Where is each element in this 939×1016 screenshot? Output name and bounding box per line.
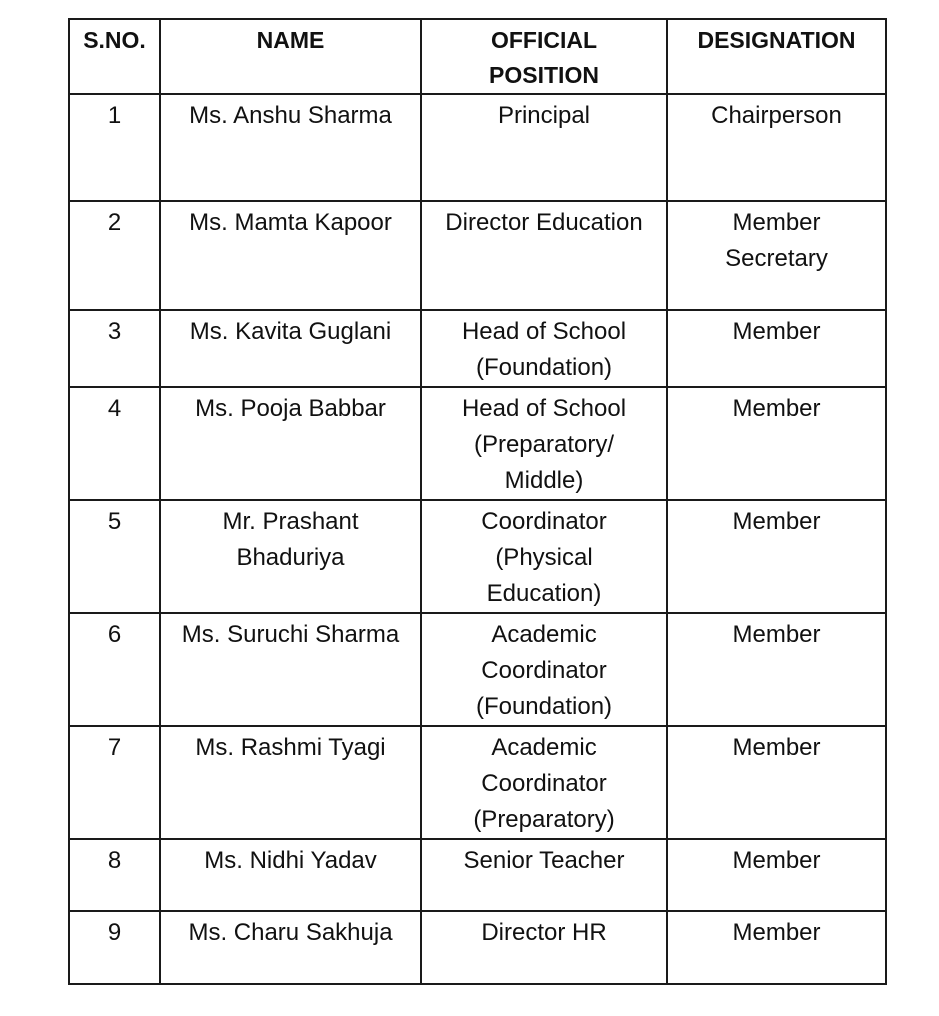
cell-name: Ms. Anshu Sharma xyxy=(160,94,421,201)
cell-sno: 1 xyxy=(69,94,160,201)
cell-sno: 3 xyxy=(69,310,160,387)
table-row xyxy=(69,94,886,201)
cell-name: Ms. Nidhi Yadav xyxy=(160,839,421,911)
cell-sno: 4 xyxy=(69,387,160,500)
committee-members-table xyxy=(68,18,887,985)
header-sno: S.NO. xyxy=(69,19,160,94)
cell-name: Ms. Charu Sakhuja xyxy=(160,911,421,984)
cell-designation: Member xyxy=(667,911,886,984)
cell-sno: 7 xyxy=(69,726,160,839)
cell-position: Coordinator (Physical Education) xyxy=(421,500,667,613)
cell-designation: Member xyxy=(667,613,886,726)
cell-designation: Member xyxy=(667,839,886,911)
cell-sno: 5 xyxy=(69,500,160,613)
cell-designation: Chairperson xyxy=(667,94,886,201)
cell-position: Academic Coordinator (Preparatory) xyxy=(421,726,667,839)
cell-position: Head of School (Foundation) xyxy=(421,310,667,387)
cell-sno: 9 xyxy=(69,911,160,984)
cell-designation: Member Secretary xyxy=(667,201,886,310)
cell-position: Academic Coordinator (Foundation) xyxy=(421,613,667,726)
table-row xyxy=(69,911,886,984)
cell-designation: Member xyxy=(667,726,886,839)
cell-name: Ms. Suruchi Sharma xyxy=(160,613,421,726)
cell-sno: 2 xyxy=(69,201,160,310)
table-row xyxy=(69,726,886,839)
cell-position: Head of School (Preparatory/ Middle) xyxy=(421,387,667,500)
cell-designation: Member xyxy=(667,387,886,500)
cell-name: Ms. Kavita Guglani xyxy=(160,310,421,387)
cell-name: Ms. Rashmi Tyagi xyxy=(160,726,421,839)
table-row xyxy=(69,500,886,613)
header-name: NAME xyxy=(160,19,421,94)
header-designation: DESIGNATION xyxy=(667,19,886,94)
cell-position: Principal xyxy=(421,94,667,201)
cell-position: Director Education xyxy=(421,201,667,310)
table-header-row xyxy=(69,19,886,94)
table-row xyxy=(69,201,886,310)
cell-sno: 8 xyxy=(69,839,160,911)
cell-position: Director HR xyxy=(421,911,667,984)
table-row xyxy=(69,310,886,387)
cell-designation: Member xyxy=(667,310,886,387)
table-row xyxy=(69,387,886,500)
table-row xyxy=(69,613,886,726)
cell-sno: 6 xyxy=(69,613,160,726)
cell-designation: Member xyxy=(667,500,886,613)
cell-name: Ms. Mamta Kapoor xyxy=(160,201,421,310)
table-row xyxy=(69,839,886,911)
header-official-position: OFFICIAL POSITION xyxy=(421,19,667,94)
cell-name: Mr. Prashant Bhaduriya xyxy=(160,500,421,613)
cell-position: Senior Teacher xyxy=(421,839,667,911)
cell-name: Ms. Pooja Babbar xyxy=(160,387,421,500)
